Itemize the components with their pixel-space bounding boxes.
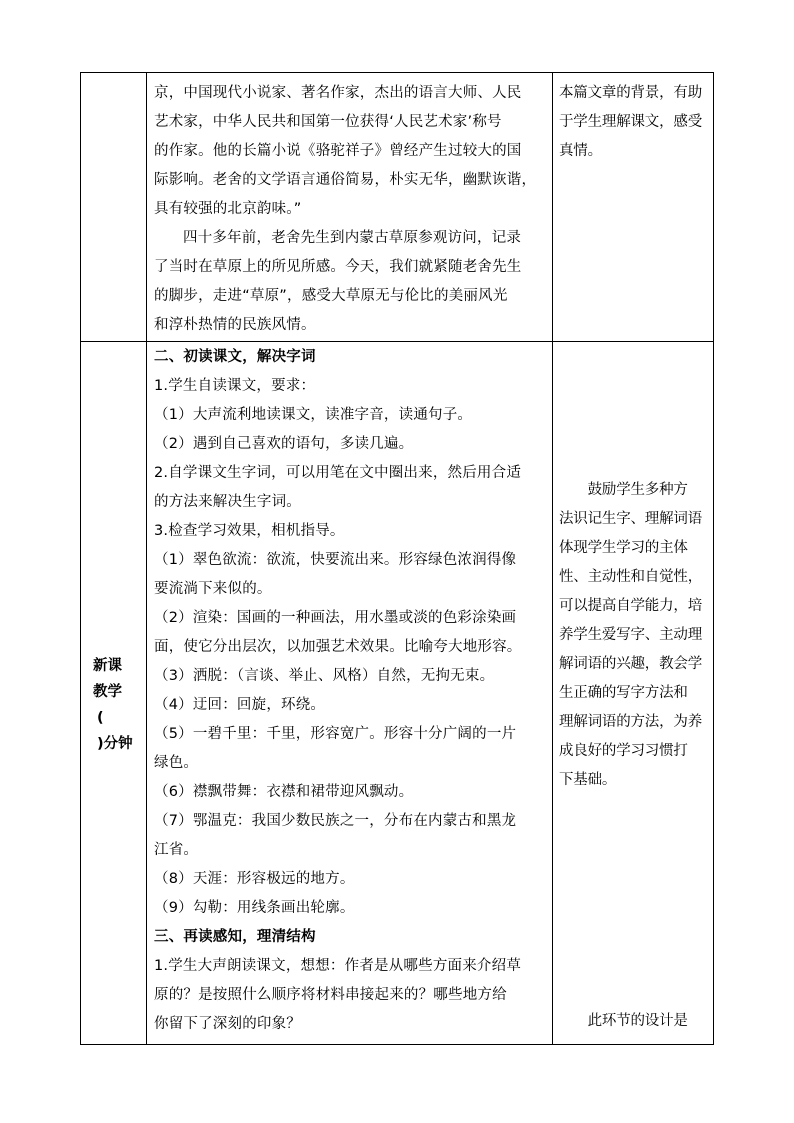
- text-line: 面，使它分出层次，以加强艺术效果。比喻夸大地形容。: [154, 639, 522, 655]
- text-line: 江省。: [154, 842, 199, 858]
- text-line: 四十多年前，老舍先生到内蒙古草原参观访问，记录: [183, 230, 522, 246]
- text-line: （1）大声流利地读课文，读准字音，读通句子。: [154, 407, 473, 423]
- text-line: 京，中国现代小说家、著名作家，杰出的语言大师、人民: [154, 85, 522, 101]
- text-line: （8）天涯：形容极远的地方。: [154, 871, 355, 887]
- note-line: 法识记生字、理解词语: [559, 511, 702, 527]
- text-line: 的脚步，走进“草原”，感受大草原无与伦比的美丽风光: [154, 288, 508, 304]
- text-line: 的作家。他的长篇小说《骆驼祥子》曾经产生过较大的国: [154, 143, 522, 159]
- note-line: 于学生理解课文，感受: [559, 114, 702, 130]
- text-line: （1）翠色欲流：欲流，快要流出来。形容绿色浓润得像: [154, 552, 517, 568]
- text-line: （7）鄂温克：我国少数民族之一，分布在内蒙古和黑龙: [154, 813, 517, 829]
- note-line: 可以提高自学能力，培: [559, 598, 702, 614]
- stage-label-line: (: [97, 710, 104, 726]
- background-content-cell: [154, 79, 550, 340]
- text-line: 了当时在草原上的所见所感。今天，我们就紧随老舍先生: [154, 259, 522, 275]
- column-divider: [552, 73, 553, 1044]
- text-line: 1.学生大声朗读课文，想想：作者是从哪些方面来介绍草: [154, 958, 522, 974]
- note-line: 鼓励学生多种方: [559, 482, 688, 498]
- lesson-intro-paragraph: [154, 224, 550, 340]
- text-line: 和淳朴热情的民族风情。: [154, 317, 316, 333]
- note-line: 养学生爱写字、主动理: [559, 627, 702, 643]
- teaching-content-cell: [154, 343, 550, 1039]
- note-line: 此环节的设计是: [559, 1013, 688, 1029]
- row-divider: [81, 341, 713, 342]
- text-line: 你留下了深刻的印象？: [154, 1016, 301, 1032]
- text-line: （4）迂回：回旋，环绕。: [154, 697, 326, 713]
- note-line: 体现学生学习的主体: [559, 540, 688, 556]
- vocabulary-design-note: [559, 476, 711, 795]
- text-line: 绿色。: [154, 755, 199, 771]
- note-line: 本篇文章的背景，有助: [559, 85, 702, 101]
- stage-label-line: )分钟: [97, 736, 133, 752]
- section-heading: 二、初读课文，解决字词: [154, 349, 316, 365]
- background-design-note: [559, 79, 711, 166]
- text-line: （3）洒脱：（言谈、举止、风格）自然，无拘无束。: [154, 668, 495, 684]
- text-line: （2）遇到自己喜欢的语句，多读几遍。: [154, 436, 414, 452]
- text-line: 原的？是按照什么顺序将材料串接起来的？哪些地方给: [154, 987, 507, 1003]
- note-line: 真情。: [559, 143, 602, 159]
- text-line: 3.检查学习效果，相机指导。: [154, 523, 345, 539]
- structure-design-note: [559, 1007, 711, 1036]
- note-line: 下基础。: [559, 772, 617, 788]
- text-line: （5）一碧千里：千里，形容宽广。形容十分广阔的一片: [154, 726, 517, 742]
- text-line: 际影响。老舍的文学语言通俗简易，朴实无华，幽默诙谐，: [154, 172, 537, 188]
- note-line: 成良好的学习习惯打: [559, 743, 688, 759]
- text-line: 的方法来解决生字词。: [154, 494, 301, 510]
- note-line: 性、主动性和自觉性，: [559, 569, 702, 585]
- note-line: 生正确的写字方法和: [559, 685, 688, 701]
- column-divider: [146, 73, 147, 1044]
- stage-label-line: 教学: [93, 684, 122, 700]
- stage-label-cell: [93, 653, 145, 757]
- section-heading: 三、再读感知，理清结构: [154, 929, 316, 945]
- note-line: 理解词语的方法，为养: [559, 714, 702, 730]
- text-line: 艺术家，中华人民共和国第一位获得‘人民艺术家’称号: [154, 114, 502, 130]
- text-line: 要流淌下来似的。: [154, 581, 272, 597]
- text-line: （2）渲染：国画的一种画法，用水墨或淡的色彩涂染画: [154, 610, 517, 626]
- text-line: （9）勾勒：用线条画出轮廓。: [154, 900, 355, 916]
- stage-label-line: 新课: [93, 658, 122, 674]
- lesson-plan-table: [80, 72, 714, 1045]
- text-line: 1.学生自读课文，要求：: [154, 378, 316, 394]
- note-line: 解词语的兴趣，教会学: [559, 656, 702, 672]
- text-line: 具有较强的北京韵味。”: [154, 201, 302, 217]
- author-intro-paragraph: [154, 79, 550, 224]
- text-line: 2.自学课文生字词，可以用笔在文中圈出来，然后用合适: [154, 465, 522, 481]
- text-line: （6）襟飘带舞：衣襟和裙带迎风飘动。: [154, 784, 414, 800]
